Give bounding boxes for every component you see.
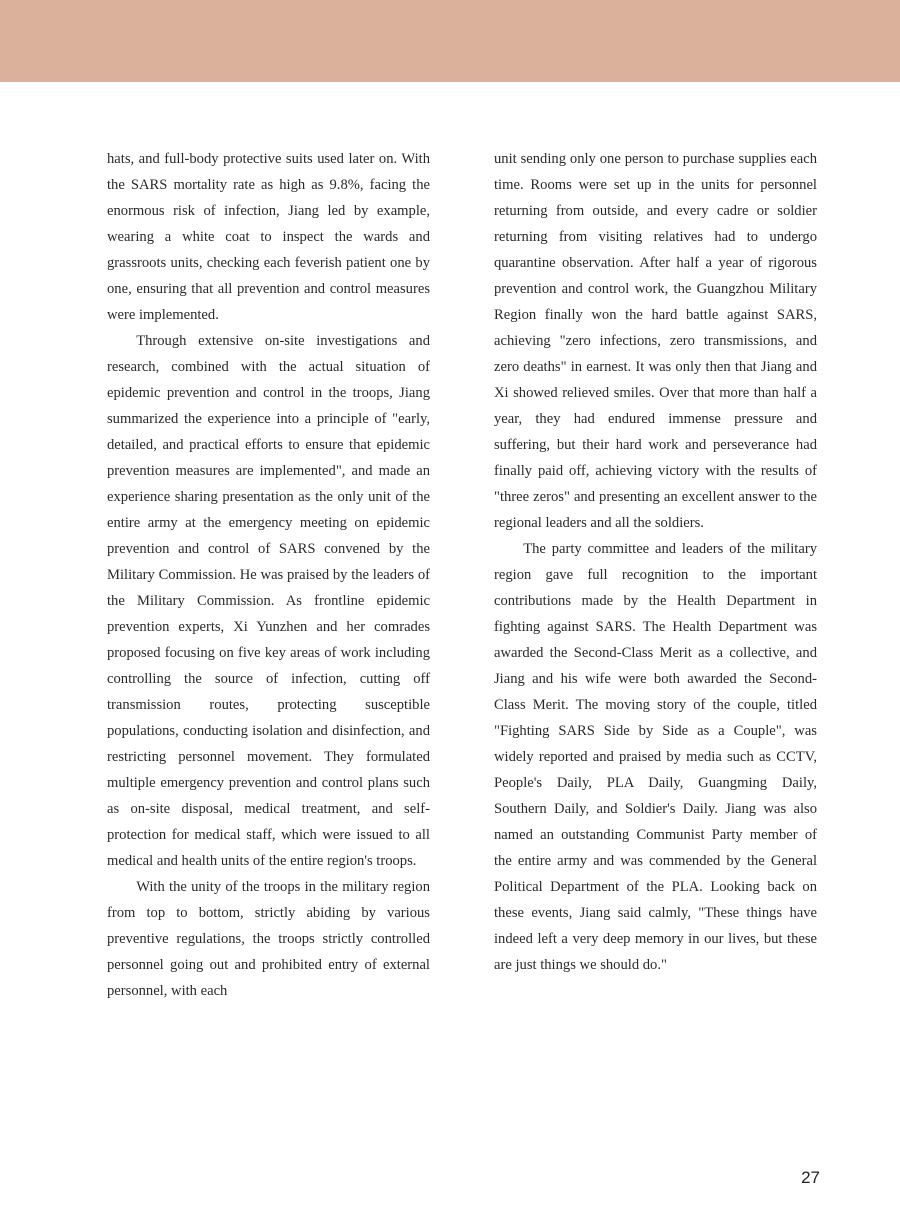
paragraph-continued-right: unit sending only one person to purchase supplies each time. Rooms were set up in the units for personnel returning from outside, and every cadre or soldier returning from visiting relatives had to undergo quarantine observation. After half a year of rigorous prevention and control work, the Guangzhou Military Region finally won the hard battle against SARS, achieving "zero infections, zero transmissions, and zero deaths" in earnest. It was only then that Jiang and Xi showed relieved smiles. Over that more than half a year, they had endured immense pressure and suffering, but their hard work and perseverance had finally paid off, achieving victory with the results of "three zeros" and presenting an excellent answer to the regional leaders and all the soldiers. [494,151,817,531]
paragraph-continued: hats, and full-body protective suits used later on. With the SARS mortality rate as high as 9.8%, facing the enormous risk of infection, Jiang led by example, wearing a white coat to inspect the wards and grassroots units, checking each feverish patient one by one, ensuring that all prevention and control measures were implemented. [107,151,430,323]
paragraph-recognition: The party committee and leaders of the military region gave full recognition to the important contributions made by the Health Department in fighting against SARS. The Health Department was awarded the Second-Class Merit as a collective, and Jiang and his wife were both awarded the Second-Class Merit. The moving story of the couple, titled "Fighting SARS Side by Side as a Couple", was widely reported and praised by media such as CCTV, People's Daily, PLA Daily, Guangming Daily, Southern Daily, and Soldier's Daily. Jiang was also named an outstanding Communist Party member of the entire army and was commended by the General Political Department of the PLA. Looking back on these events, Jiang said calmly, "These things have indeed left a very deep memory in our lives, but these are just things we should do." [494,541,817,973]
paragraph-investigations: Through extensive on-site investigations and research, combined with the actual situation of epidemic prevention and control in the troops, Jiang summarized the experience into a principle of "early, detailed, and practical efforts to ensure that epidemic prevention measures are implemented", and made an experience sharing presentation as the only unit of the entire army at the emergency meeting on epidemic prevention and control of SARS convened by the Military Commission. He was praised by the leaders of the Military Commission. As frontline epidemic prevention experts, Xi Yunzhen and her comrades proposed focusing on five key areas of work including controlling the source of infection, cutting off transmission routes, protecting susceptible populations, conducting isolation and disinfection, and restricting personnel movement. They formulated multiple emergency prevention and control plans such as on-site disposal, medical treatment, and self-protection for medical staff, which were issued to all medical and health units of the entire region's troops. [107,333,430,869]
left-column [107,146,430,1004]
paragraph-unity: With the unity of the troops in the military region from top to bottom, strictly abiding by various preventive regulations, the troops strictly controlled personnel going out and prohibited entry of external personnel, with each [107,879,430,999]
page-number: 27 [801,1168,820,1187]
right-column [494,146,817,978]
header-band [0,0,900,82]
